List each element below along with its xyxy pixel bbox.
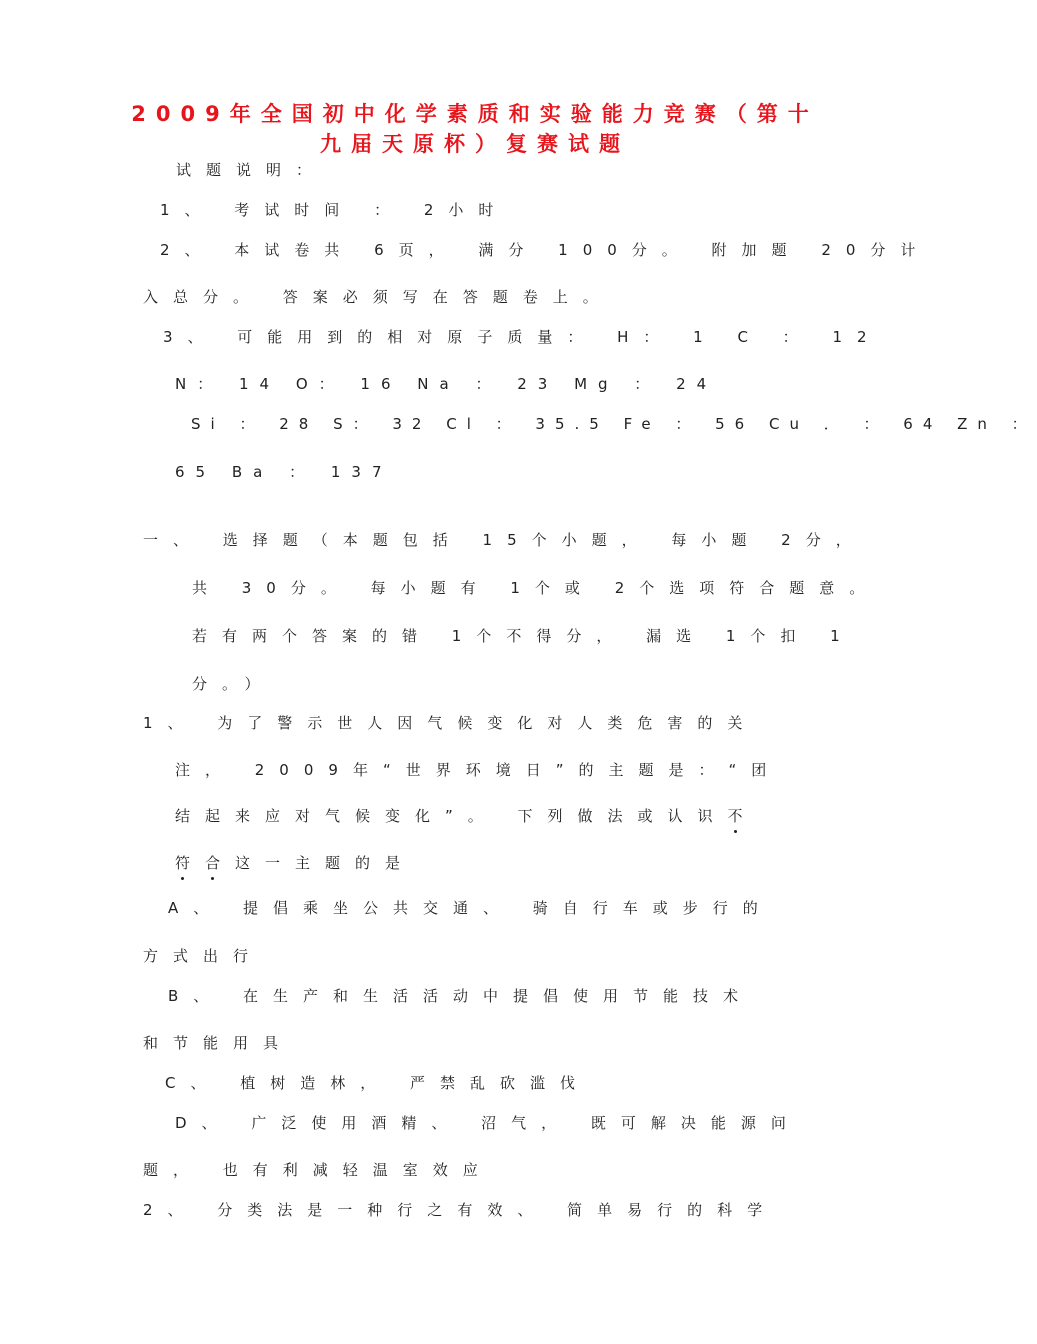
- instruction-item-3: 3、 可能用到的相对原子质量： H： 1 C ： 12: [163, 328, 882, 346]
- question-1-option-c: C、 植树造林， 严禁乱砍滥伐: [165, 1074, 591, 1092]
- question-2-line-1: 2、 分类法是一种行之有效、 简单易行的科学: [143, 1201, 778, 1219]
- document-title-line-1: 2009年全国初中化学素质和实验能力竞赛（第十: [131, 102, 819, 126]
- instruction-item-2: 2、 本试卷共 6页， 满分 100分。 附加题 20分计: [160, 241, 931, 259]
- instruction-item-1: 1、 考试时间 ： 2小时: [160, 201, 509, 219]
- question-1-line-2: 注， 2009年“世界环境日”的主题是：“团: [175, 761, 782, 779]
- section-1-line-2: 共 30分。 每小题有 1个或 2个选项符合题意。: [192, 579, 880, 597]
- atomic-masses-line-1: N： 14 O： 16 Na ： 23 Mg ： 24: [175, 375, 718, 393]
- question-1-option-d: D、 广泛使用酒精、 沼气， 既可解决能源问: [175, 1114, 801, 1132]
- question-1-option-a-cont: 方式出行: [143, 947, 264, 965]
- question-1-line-3-text: 结起来应对气候变化”。 下列做法或认识: [175, 807, 728, 825]
- question-1-option-a: A、 提倡乘坐公共交通、 骑自行车或步行的: [168, 899, 773, 917]
- section-1-line-4: 分。）: [192, 675, 275, 693]
- question-1-option-b: B、 在生产和生活活动中提倡使用节能技术: [168, 987, 754, 1005]
- question-1-line-4: [175, 853, 415, 873]
- emphasis-char-bu: 不: [727, 807, 758, 825]
- question-1-line-1: 1、 为了警示世人因气候变化对人类危害的关: [143, 714, 758, 732]
- atomic-masses-line-2: Si ： 28 S： 32 Cl ： 35.5 Fe ： 56 Cu ． ： 64 Zn ：: [191, 415, 1037, 433]
- instructions-heading: 试题说明：: [176, 161, 327, 179]
- section-1-heading: 一、 选择题（本题包括 15个小题， 每小题 2分，: [143, 531, 866, 549]
- question-1-line-4-text: 这一主题的是: [235, 854, 416, 872]
- question-1-option-d-cont: 题， 也有利减轻温室效应: [143, 1161, 493, 1179]
- section-1-line-3: 若有两个答案的错 1个不得分， 漏选 1个扣 1: [192, 627, 855, 645]
- document-title-line-2: 九届天原杯）复赛试题: [320, 132, 630, 156]
- emphasis-char-fu: 符: [175, 854, 206, 872]
- atomic-masses-line-3: 65 Ba ： 137: [175, 463, 393, 481]
- instruction-item-2-cont: 入总分。 答案必须写在答题卷上。: [143, 288, 613, 306]
- question-1-option-b-cont: 和节能用具: [143, 1034, 294, 1052]
- question-1-line-3: [175, 806, 758, 826]
- emphasis-char-he: 合: [205, 854, 236, 872]
